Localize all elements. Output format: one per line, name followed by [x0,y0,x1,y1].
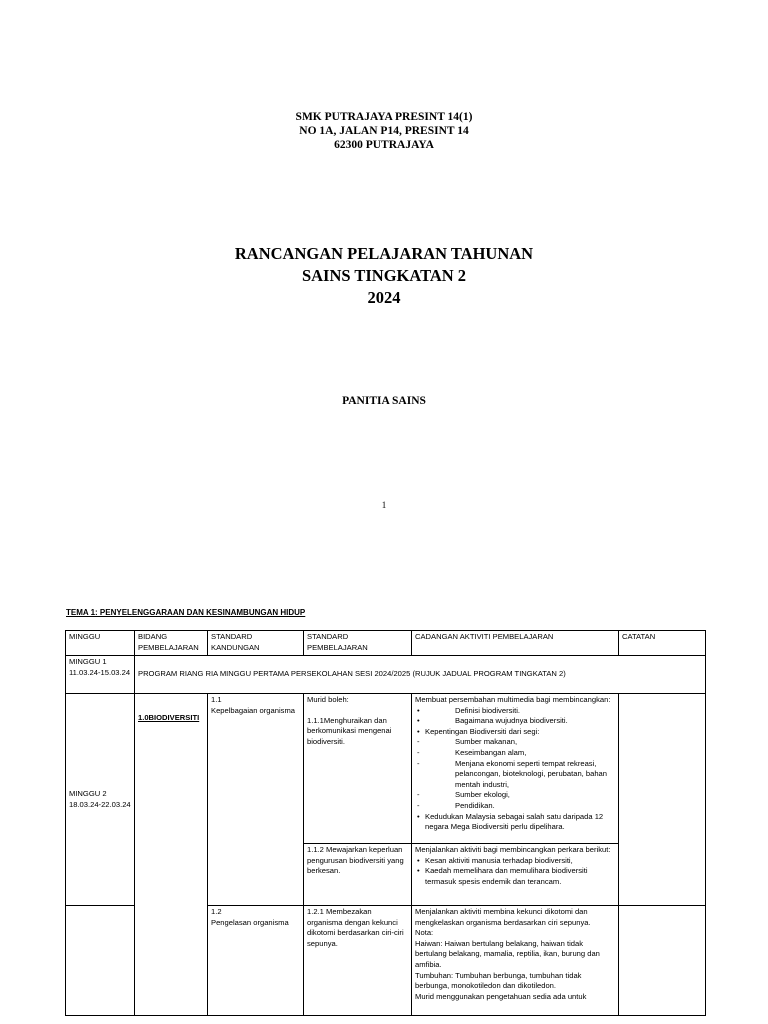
sp-1-1-1: 1.1.1Menghuraikan dan berkomunikasi mengenai biodiversiti. [307,715,392,746]
program-cell: PROGRAM RIANG RIA MINGGU PERTAMA PERSEKOLAHAN SESI 2024/2025 (RUJUK JADUAL PROGRAM TINGKATAN 2) [135,656,706,694]
school-address-block [0,110,768,152]
bidang-cell [135,694,208,1016]
title-line-1: RANCANGAN PELAJARAN TAHUNAN [234,244,534,263]
sk-number: 1.1 [211,695,222,704]
tema-heading: TEMA 1: PENYELENGGARAAN DAN KESINAMBUNGAN HIDUP [66,608,306,617]
minggu-cell [66,694,135,906]
bidang-title: 1.0BIODIVERSITI [138,713,200,722]
catatan-cell [619,694,706,906]
list-item: • Kesan aktiviti manusia terhadap biodiversiti, [417,855,573,865]
title-line-3: 2024 [367,288,401,307]
list-item: - Pendidikan. [417,800,495,810]
list-item: • Kedudukan Malaysia sebagai salah satu daripada 12 negara Mega Biodiversiti perlu dipelihara. [417,811,604,832]
aktiviti-cell: Menjalankan aktiviti membina kekunci dikotomi dan mengkelaskan organisma berdasarkan ciri sepunya. Nota: Haiwan: Haiwan bertulang belakang, haiwan tidak bertulang belakang, mamalia, reptilia, ikan, burung dan amfibia. Tumbuhan: Tumbuhan berbunga, tumbuhan tidak berbunga, monokotiledon dan dikotiledon. Murid menggunakan pengetahuan sedia ada untuk [412,906,619,1016]
standard-pembelajaran-cell: 1.2.1 Membezakan organisma dengan kekunci dikotomi berdasarkan ciri-ciri sepunya. [304,906,412,1016]
aktiviti-cell [412,694,619,844]
header-cadangan-aktiviti: CADANGAN AKTIVITI PEMBELAJARAN [412,631,619,656]
list-item: - Sumber ekologi, [417,790,510,800]
header-minggu: MINGGU [66,631,135,656]
aktiviti-intro: Menjalankan aktiviti bagi membincangkan perkara berikut: [415,845,611,854]
school-name: SMK PUTRAJAYA PRESINT 14(1) [295,111,473,123]
list-item: • Definisi biodiversiti. [417,705,520,715]
header-bidang: BIDANG PEMBELAJARAN [135,631,208,656]
minggu-cell [66,906,135,1016]
list-item: - Sumber makanan, [417,737,518,747]
panitia-label: PANITIA SAINS [342,395,426,407]
table-row [66,656,706,694]
sk-text: Kepelbagaian organisma [211,705,296,715]
list-item: • Bagaimana wujudnya biodiversiti. [417,716,568,726]
minggu-dates: 18.03.24-22.03.24 [69,799,131,809]
minggu-cell [66,656,135,694]
address-line-2: 62300 PUTRAJAYA [334,139,434,151]
table-header-row [66,631,706,656]
standard-pembelajaran-cell: 1.1.2 Mewajarkan keperluan pengurusan biodiversiti yang berkesan. [304,844,412,906]
list-item: • Kaedah memelihara dan memulihara biodiversiti termasuk spesis endemik dan terancam. [417,866,588,886]
page-number: 1 [381,500,387,510]
sp-intro: Murid boleh: [307,695,349,704]
list-item: • Kepentingan Biodiversiti dari segi: [417,726,540,736]
minggu-dates: 11.03.24-15.03.24 [69,667,131,677]
aktiviti-intro: Membuat persembahan multimedia bagi membincangkan: [415,695,611,704]
minggu-label: MINGGU 1 [69,657,107,666]
header-standard-pembelajaran: STANDARD PEMBELAJARAN [304,631,412,656]
list-item: - Menjana ekonomi seperti tempat rekreasi, pelancongan, bioteknologi, perubatan, bahan mentah industri, [417,758,608,789]
standard-pembelajaran-cell [304,694,412,844]
minggu-label: MINGGU 2 [69,788,107,798]
header-standard-kandungan: STANDARD KANDUNGAN [208,631,304,656]
standard-kandungan-cell [208,906,304,1016]
document-title [0,243,768,309]
title-line-2: SAINS TINGKATAN 2 [301,266,467,285]
address-line-1: NO 1A, JALAN P14, PRESINT 14 [299,125,469,137]
aktiviti-cell [412,844,619,906]
standard-kandungan-cell [208,694,304,906]
table-row [66,694,706,844]
sk-number: 1.2 [211,907,222,916]
header-catatan: CATATAN [619,631,706,656]
lesson-plan-table [65,630,706,1016]
list-item: - Keseimbangan alam, [417,747,527,757]
sk-text: Pengelasan organisma [211,917,289,927]
catatan-cell [619,906,706,1016]
